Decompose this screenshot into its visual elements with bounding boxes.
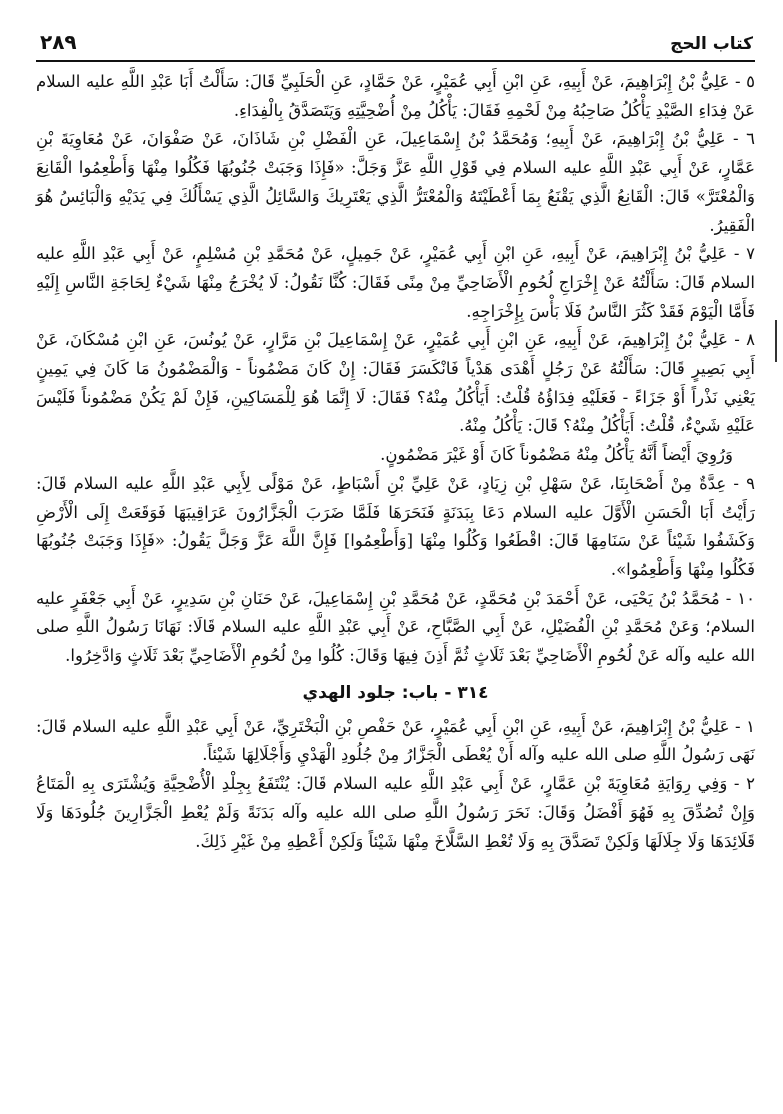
hadith-paragraph: ٩ - عِدَّةٌ مِنْ أَصْحَابِنَا، عَنْ سَهْلِ بْنِ زِيَادٍ، عَنْ عَلِيِّ بْنِ أَسْبَاطٍ، عَنْ مَوْلًى لِأَبِي عَبْدِ اللَّهِ عليه السلام قَالَ: رَأَيْتُ أَبَا الْحَسَنِ الْأَوَّلَ عليه السلام دَعَا بِبَدَنَةٍ فَنَحَرَهَا فَلَمَّا ضَرَبَ الْجَزَّارُونَ عَرَاقِيبَهَا فَوَقَعَتْ إِلَى الْأَرْضِ وَكَشَفُوا شَيْئاً عَنْ سَنَامِهَا قَالَ: اقْطَعُوا وَكُلُوا مِنْهَا [وَأَطْعِمُوا] فَإِنَّ اللَّهَ عَزَّ وَجَلَّ يَقُولُ: «فَإِذَا وَجَبَتْ جُنُوبُهَا فَكُلُوا مِنْهَا وَأَطْعِمُوا». [36, 473, 755, 579]
header-rule [36, 60, 755, 62]
hadith-paragraph: ٢ - وَفِي رِوَايَةِ مُعَاوِيَةَ بْنِ عَمَّارٍ، عَنْ أَبِي عَبْدِ اللَّهِ عليه السلام قَالَ: يُنْتَفَعُ بِجِلْدِ الْأُضْحِيَّةِ وَيُشْتَرَى بِهِ الْمَتَاعُ وَإِنْ تُصُدِّقَ بِهِ فَهُوَ أَفْضَلُ وَقَالَ: نَحَرَ رَسُولُ اللَّهِ صلى الله عليه وآله بَدَنَةً وَلَمْ يُعْطِ الْجَزَّارِينَ جُلُودَهَا وَلَا قَلَائِدَهَا وَلَا جِلَالَهَا وَلَكِنْ تَصَدَّقَ بِهِ وَلَا تُعْطِ السَّلَّاخَ مِنْهَا شَيْئاً وَلَكِنْ أَعْطِهِ مِنْ غَيْرِ ذَلِكَ. [36, 774, 755, 851]
chapter-heading: ٣١٤ - باب: جلود الهدي [302, 682, 489, 703]
hadith-paragraph: ١ - عَلِيُّ بْنُ إِبْرَاهِيمَ، عَنْ أَبِيهِ، عَنِ ابْنِ أَبِي عُمَيْرٍ، عَنْ حَفْصِ بْنِ الْبَخْتَرِيِّ، عَنْ أَبِي عَبْدِ اللَّهِ عليه السلام قَالَ: نَهَى رَسُولُ اللَّهِ صلى الله عليه وآله أَنْ يُعْطَى الْجَزَّارُ مِنْ جُلُودِ الْهَدْيِ وَأَجْلَالِهَا شَيْئاً. [36, 716, 755, 765]
hadith-paragraph: ٥ - عَلِيُّ بْنُ إِبْرَاهِيمَ، عَنْ أَبِيهِ، عَنِ ابْنِ أَبِي عُمَيْرٍ، عَنْ حَمَّادٍ، عَنِ الْحَلَبِيِّ قَالَ: سَأَلْتُ أَبَا عَبْدِ اللَّهِ عليه السلام عَنْ فِدَاءِ الصَّيْدِ يَأْكُلُ صَاحِبُهُ مِنْ لَحْمِهِ فَقَالَ: يَأْكُلُ مِنْ أُضْحِيَّتِهِ وَيَتَصَدَّقُ بِالْفِدَاءِ. [36, 72, 755, 120]
hadith-paragraph: ٨ - عَلِيُّ بْنُ إِبْرَاهِيمَ، عَنْ أَبِيهِ، عَنِ ابْنِ أَبِي عُمَيْرٍ، عَنْ إِسْمَاعِيلَ بْنِ مَرَّارٍ، عَنْ يُونُسَ، عَنِ ابْنِ مُسْكَانَ، عَنْ أَبِي بَصِيرٍ قَالَ: سَأَلْتُهُ عَنْ رَجُلٍ أَهْدَى هَدْياً فَانْكَسَرَ فَقَالَ: إِنْ كَانَ مَضْمُوناً - وَالْمَضْمُونُ مَا كَانَ فِي يَمِينٍ يَعْنِي نَذْراً أَوْ جَزَاءً - فَعَلَيْهِ فِدَاؤُهُ قُلْتُ: أَيَأْكُلُ مِنْهُ؟ فَقَالَ: لَا إِنَّمَا هُوَ لِلْمَسَاكِينِ، فَإِنْ لَمْ يَكُنْ مَضْمُوناً فَلَيْسَ عَلَيْهِ شَيْءٌ، قُلْتُ: أَيَأْكُلُ مِنْهُ؟ قَالَ: يَأْكُلُ مِنْهُ. [36, 330, 755, 436]
page-header [40, 26, 753, 54]
page-number: ٢٨٩ [40, 30, 77, 54]
margin-mark [775, 320, 777, 362]
hadith-paragraph: ١٠ - مُحَمَّدُ بْنُ يَحْيَى، عَنْ أَحْمَدَ بْنِ مُحَمَّدٍ، عَنْ مُحَمَّدِ بْنِ إِسْمَاعِيلَ، عَنْ حَنَانِ بْنِ سَدِيرٍ، عَنْ أَبِي جَعْفَرٍ عليه السلام؛ وَعَنْ مُحَمَّدِ بْنِ الْفُضَيْلِ، عَنْ أَبِي الصَّبَّاحِ، عَنْ أَبِي عَبْدِ اللَّهِ عليه السلام قَالَا: نَهَانَا رَسُولُ اللَّهِ صلى الله عليه وآله عَنْ لُحُومِ الْأَضَاحِيِّ بَعْدَ ثَلَاثٍ ثُمَّ أَذِنَ فِيهَا وَقَالَ: كُلُوا مِنْ لُحُومِ الْأَضَاحِيِّ بَعْدَ ثَلَاثٍ وَادَّخِرُوا. [36, 588, 755, 666]
running-title: كتاب الحج [670, 34, 753, 54]
hadith-note: وَرُوِيَ أَيْضاً أَنَّهُ يَأْكُلُ مِنْهُ مَضْمُوناً كَانَ أَوْ غَيْرَ مَضْمُونٍ. [380, 445, 733, 465]
hadith-paragraph: ٦ - عَلِيُّ بْنُ إِبْرَاهِيمَ، عَنْ أَبِيهِ؛ وَمُحَمَّدُ بْنُ إِسْمَاعِيلَ، عَنِ الْفَضْلِ بْنِ شَاذَانَ، عَنْ صَفْوَانَ، عَنْ مُعَاوِيَةَ بْنِ عَمَّارٍ، عَنْ أَبِي عَبْدِ اللَّهِ عليه السلام فِي قَوْلِ اللَّهِ عَزَّ وَجَلَّ: «فَإِذَا وَجَبَتْ جُنُوبُهَا فَكُلُوا مِنْهَا وَأَطْعِمُوا الْقَانِعَ وَالْمُعْتَرَّ» قَالَ: الْقَانِعُ الَّذِي يَقْنَعُ بِمَا أَعْطَيْتَهُ وَالْمُعْتَرُّ الَّذِي يَعْتَرِيكَ وَالسَّائِلُ الَّذِي يَسْأَلُكَ فِي يَدَيْهِ وَالْبَائِسُ هُوَ الْفَقِيرُ. [36, 129, 755, 235]
hadith-paragraph: ٧ - عَلِيُّ بْنُ إِبْرَاهِيمَ، عَنْ أَبِيهِ، عَنِ ابْنِ أَبِي عُمَيْرٍ، عَنْ جَمِيلٍ، عَنْ مُحَمَّدِ بْنِ مُسْلِمٍ، عَنْ أَبِي عَبْدِ اللَّهِ عليه السلام قَالَ: سَأَلْتُهُ عَنْ إِخْرَاجِ لُحُومِ الْأَضَاحِيِّ مِنْ مِنًى فَقَالَ: كُنَّا نَقُولُ: لَا يُخْرَجُ مِنْهَا شَيْءٌ لِحَاجَةِ النَّاسِ إِلَيْهِ فَأَمَّا الْيَوْمَ فَقَدْ كَثُرَ النَّاسُ فَلَا بَأْسَ بِإِخْرَاجِهِ. [36, 244, 755, 321]
page-body [36, 68, 755, 856]
